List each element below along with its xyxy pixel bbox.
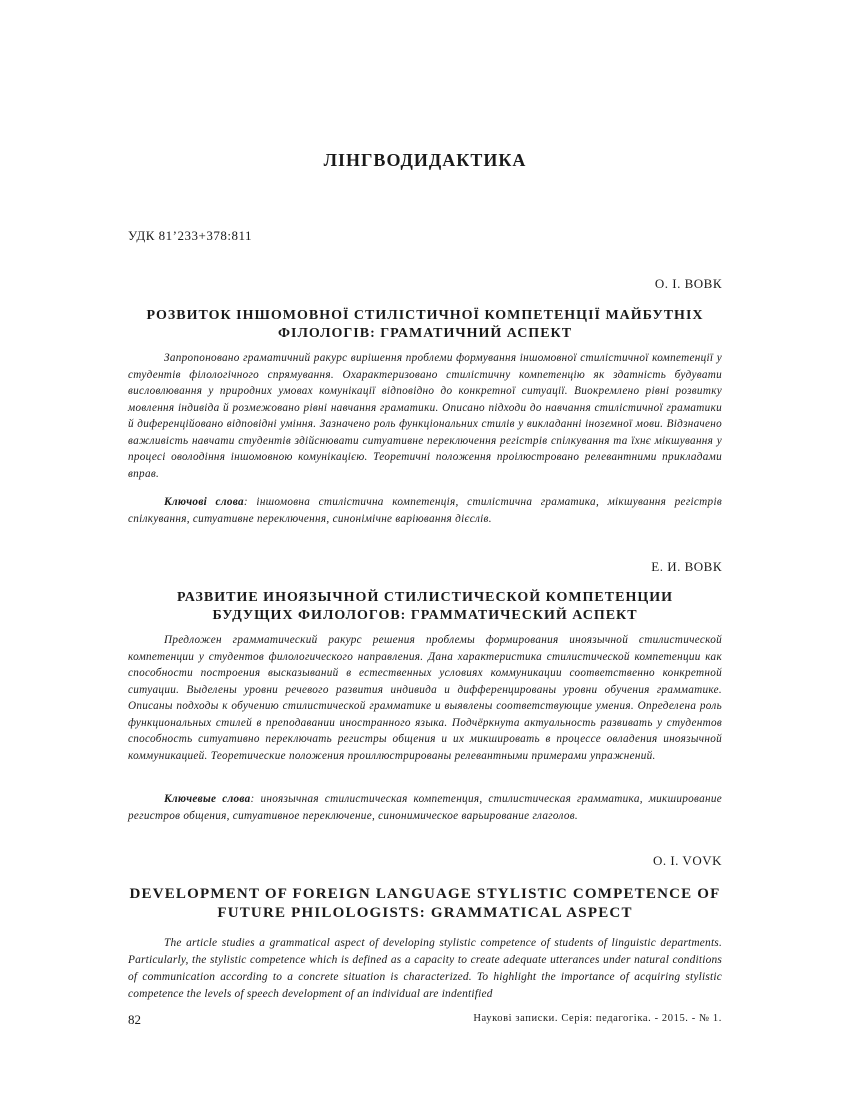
keywords-russian: [128, 791, 722, 824]
author-russian: Е. И. ВОВК: [651, 559, 722, 574]
title-english-line1: DEVELOPMENT OF FOREIGN LANGUAGE STYLISTIC COMPETENCE OF: [129, 886, 721, 902]
keywords-text-ukrainian: : іншомовна стилістична компетенція, стилістична граматика, мікшування регістрів спілкування, ситуативне переключення, синонімічне варіювання дієслів.: [128, 496, 723, 525]
udc-code: УДК 81’233+378:811: [128, 228, 252, 243]
keywords-label-russian: Ключевые слова: [164, 793, 251, 805]
title-english-line2: FUTURE PHILOLOGISTS: GRAMMATICAL ASPECT: [217, 905, 633, 921]
title-ukrainian-line2: ФІЛОЛОГІВ: ГРАМАТИЧНИЙ АСПЕКТ: [277, 326, 573, 341]
section-title: ЛІНГВОДИДАКТИКА: [323, 150, 527, 170]
journal-footer: Наукові записки. Серія: педагогіка. - 2015. - № 1.: [473, 1013, 722, 1024]
abstract-english: The article studies a grammatical aspect of developing stylistic competence of students of linguistic departments. Particularly, the stylistic competence which is defined as a capacity to create adequate utterances under natural conditions of communication according to a concrete situation is characterized. To highlight the importance of acquiring stylistic competence the levels of speech development of an individual are indentified: [128, 937, 722, 1000]
keywords-label-ukrainian: Ключові слова: [164, 496, 244, 508]
keywords-text-russian: : иноязычная стилистическая компетенция, стилистическая грамматика, микширование регистров общения, ситуативное переключение, синонимическое варьирование глаголов.: [128, 793, 722, 822]
title-russian-line2: БУДУЩИХ ФИЛОЛОГОВ: ГРАММАТИЧЕСКИЙ АСПЕКТ: [212, 608, 638, 623]
title-ukrainian: [128, 307, 722, 343]
page-number: 82: [128, 1012, 141, 1027]
title-english: [128, 885, 722, 923]
title-russian: [128, 589, 722, 625]
title-ukrainian-line1: РОЗВИТОК ІНШОМОВНОЇ СТИЛІСТИЧНОЇ КОМПЕТЕНЦІЇ МАЙБУТНІХ: [146, 308, 704, 323]
keywords-ukrainian: [128, 494, 722, 527]
author-english: O. I. VOVK: [652, 853, 722, 868]
abstract-ukrainian: Запропоновано граматичний ракурс вирішення проблеми формування іншомовної стилістичної компетенції у студентів філологічного спрямування. Охарактеризовано стилістичну компетенцію як здатність будувати висловлювання у природних умовах комунікації відповідно до конкретної ситуації. Виокремлено рівні розвитку мовлення індивіда й розмежовано рівні навчання граматики. Описано підходи до навчання стилістичної граматики й диференційовано відповідні уміння. Зазначено роль функціональних стилів у викладанні іноземної мови. Відзначено важливість навчати студентів здійснювати ситуативне переключення регістрів спілкування та їхнє мікшування у процесі оволодіння іншомовною комунікацією. Теоретичні положення проілюстровано релевантними прикладами вправ.: [128, 352, 722, 480]
author-ukrainian: О. І. ВОВК: [654, 276, 722, 291]
abstract-russian: Предложен грамматический ракурс решения проблемы формирования иноязычной стилистической компетенции у студентов филологического направления. Дана характеристика стилистической компетенции как способности построения высказываний в естественных условиях коммуникации соответственно конкретной ситуации. Выделены уровни речевого развития индивида и дифференцированы уровни обучения грамматике. Описаны подходы к обучению стилистической грамматике и выявлены соответствующие умения. Определена роль функциональных стилей в преподавании иностранного языка. Подчёркнута актуальность развивать у студентов способность ситуативно переключать регистры общения и их микшировать в процессе овладения иноязычной коммуникацией. Теоретические положения проиллюстрированы релевантными примерами упражнений.: [128, 634, 722, 762]
title-russian-line1: РАЗВИТИЕ ИНОЯЗЫЧНОЙ СТИЛИСТИЧЕСКОЙ КОМПЕТЕНЦИИ: [176, 590, 674, 605]
